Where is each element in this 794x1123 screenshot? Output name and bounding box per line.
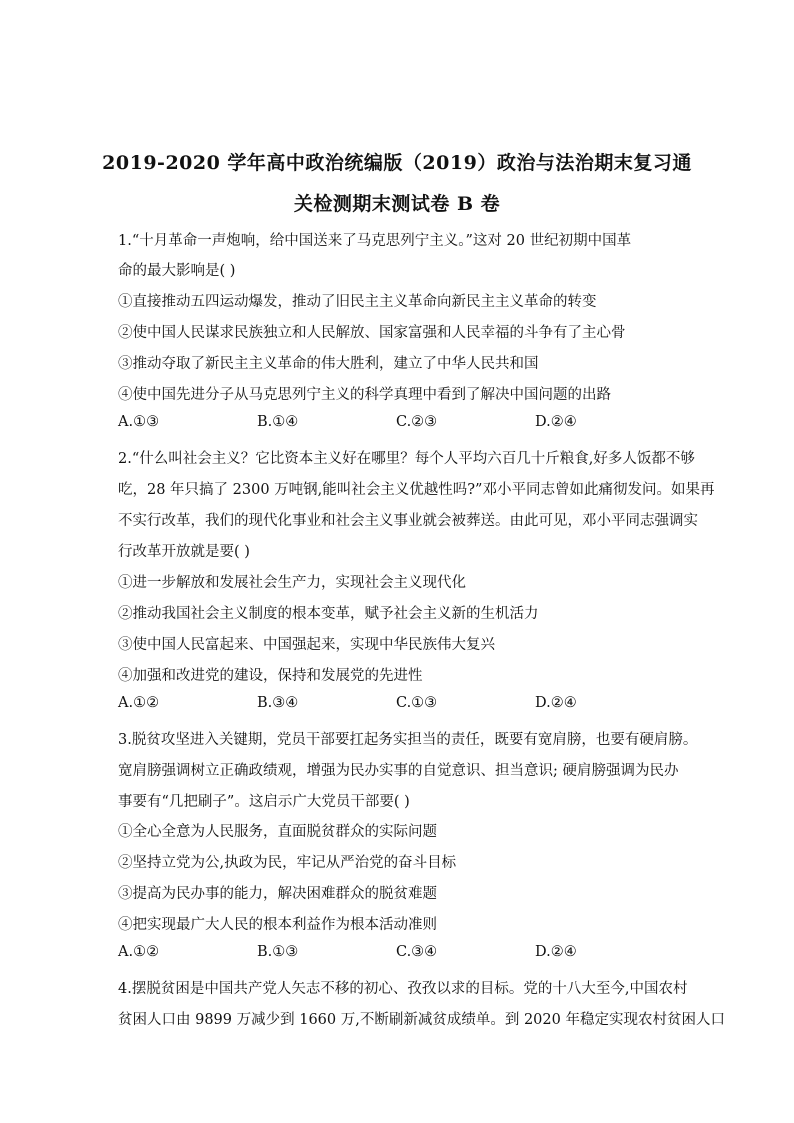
question-4-stem-line-1: 4.摆脱贫困是中国共产党人矢志不移的初心、孜孜以求的目标。党的十八大至今,中国农村 (118, 981, 688, 997)
question-2-stem-line-4: 行改革开放就是要( ) (118, 544, 250, 560)
question-3-option-d: D.②④ (535, 944, 577, 960)
question-3-statement-2: ②坚持立党为公,执政为民，牢记从严治党的奋斗目标 (118, 855, 457, 871)
question-1-option-d: D.②④ (535, 414, 577, 430)
question-2-statement-3: ③使中国人民富起来、中国强起来，实现中华民族伟大复兴 (118, 637, 495, 653)
question-2-option-d: D.②④ (535, 695, 577, 711)
question-2-statement-2: ②推动我国社会主义制度的根本变革，赋予社会主义新的生机活力 (118, 606, 539, 622)
question-1-statement-2: ②使中国人民谋求民族独立和人民解放、国家富强和人民幸福的斗争有了主心骨 (118, 325, 626, 341)
question-2-statement-4: ④加强和改进党的建设，保持和发展党的先进性 (118, 668, 423, 684)
question-2-option-a: A.①② (118, 695, 160, 711)
question-1-option-c: C.②③ (396, 414, 438, 430)
question-4-stem-line-2: 贫困人口由 9899 万减少到 1660 万,不断刷新减贫成绩单。到 2020 年稳定实现农村贫困人口 (118, 1012, 725, 1028)
question-1-stem-line-2: 命的最大影响是( ) (118, 263, 236, 279)
document-title-line-2: 关检测期末测试卷 B 卷 (293, 193, 501, 215)
question-3-option-a: A.①② (118, 944, 160, 960)
question-2-option-c: C.①③ (396, 695, 438, 711)
question-1-option-b: B.①④ (257, 414, 299, 430)
question-2-stem-line-2: 吃，28 年只搞了 2300 万吨钢,能叫社会主义优越性吗?”邓小平同志曾如此痛彻发问。如果再 (118, 482, 715, 498)
question-3-stem-line-3: 事要有“几把刷子”。这启示广大党员干部要( ) (118, 794, 410, 810)
question-2-statement-1: ①进一步解放和发展社会生产力，实现社会主义现代化 (118, 575, 466, 591)
question-3-statement-1: ①全心全意为人民服务，直面脱贫群众的实际问题 (118, 824, 437, 840)
question-1-option-a: A.①③ (118, 414, 160, 430)
question-2-stem-line-3: 不实行改革，我们的现代化事业和社会主义事业就会被葬送。由此可见，邓小平同志强调实 (118, 513, 698, 529)
question-2-option-b: B.③④ (257, 695, 299, 711)
question-1-statement-1: ①直接推动五四运动爆发，推动了旧民主主义革命向新民主主义革命的转变 (118, 294, 597, 310)
question-3-option-b: B.①③ (257, 944, 299, 960)
question-3-stem-line-2: 宽肩膀强调树立正确政绩观，增强为民办实事的自觉意识、担当意识; 硬肩膀强调为民办 (118, 763, 679, 779)
question-3-option-c: C.③④ (396, 944, 438, 960)
question-3-statement-3: ③提高为民办事的能力，解决困难群众的脱贫难题 (118, 886, 437, 902)
question-3-statement-4: ④把实现最广大人民的根本利益作为根本活动准则 (118, 917, 437, 933)
question-1-statement-4: ④使中国先进分子从马克思列宁主义的科学真理中看到了解决中国问题的出路 (118, 387, 611, 403)
question-2-stem-line-1: 2.“什么叫社会主义？它比资本主义好在哪里？每个人平均六百几十斤粮食,好多人饭都不够 (118, 451, 695, 467)
question-1-statement-3: ③推动夺取了新民主主义革命的伟大胜利，建立了中华人民共和国 (118, 356, 539, 372)
document-title-line-1: 2019-2020 学年高中政治统编版（2019）政治与法治期末复习通 (102, 152, 692, 174)
question-3-stem-line-1: 3.脱贫攻坚进入关键期，党员干部要扛起务实担当的责任，既要有宽肩膀，也要有硬肩膀。 (118, 732, 698, 748)
question-1-stem-line-1: 1.“十月革命一声炮响，给中国送来了马克思列宁主义。”这对 20 世纪初期中国革 (118, 233, 632, 249)
